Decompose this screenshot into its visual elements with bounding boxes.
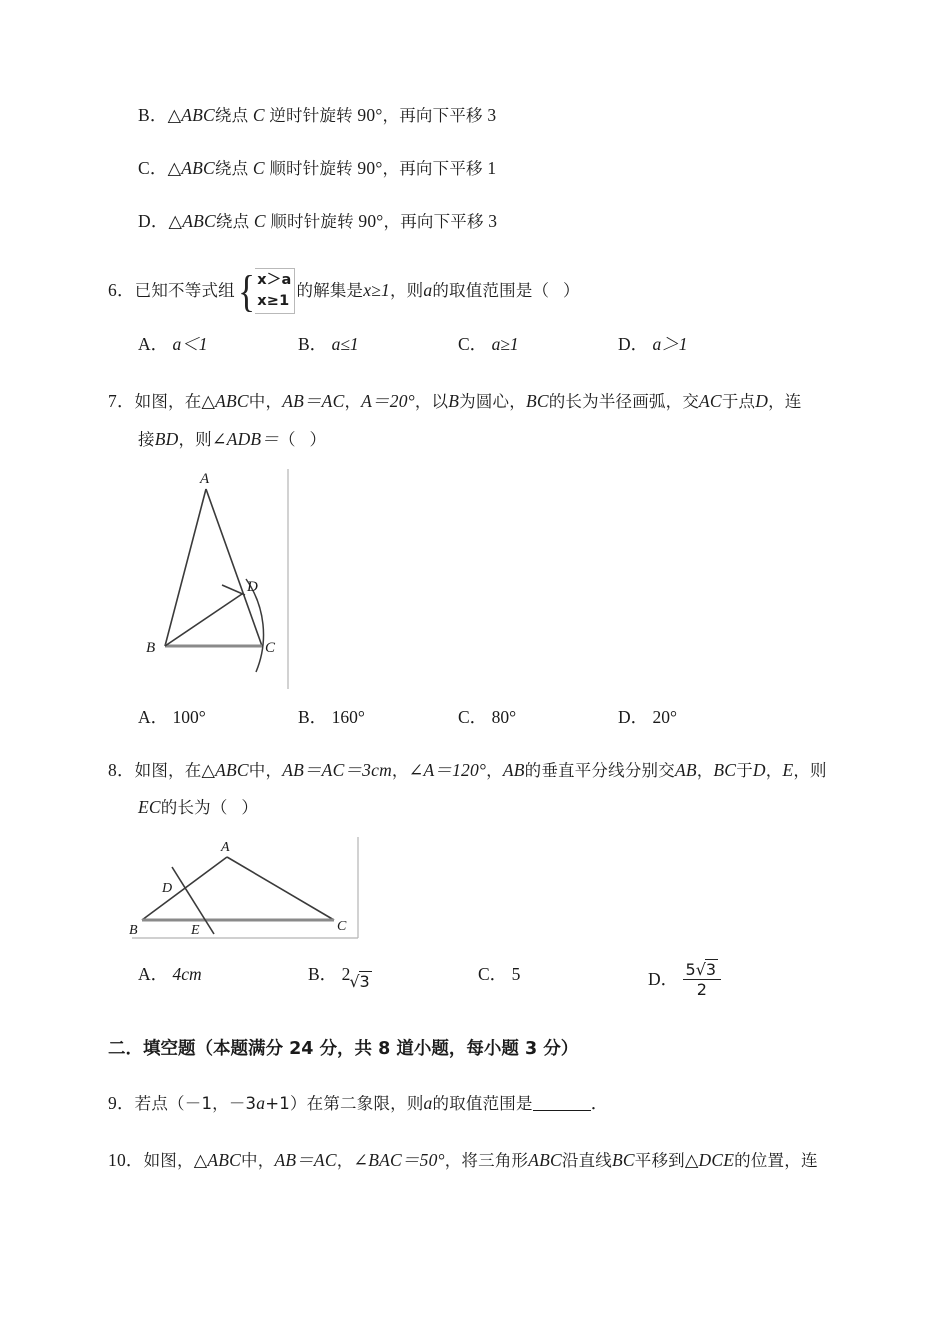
- q6-option-c-letter: C．: [458, 334, 488, 355]
- q7-segment-ac: AC: [699, 391, 722, 412]
- q8-label-d: D: [162, 880, 173, 896]
- q8-options: [108, 961, 868, 1001]
- q7-abc: ABC: [215, 391, 249, 412]
- q5-option-b-abc: ABC: [181, 105, 215, 125]
- q8-equation-sides: AB＝AC＝3: [282, 759, 372, 780]
- q7-number: 7．: [108, 391, 135, 412]
- q5-option-d-triangle-symbol: △: [168, 211, 183, 232]
- q7-option-c-value: 80°: [491, 706, 517, 727]
- q5-option-c-tail-text: ，再向下平移: [382, 159, 483, 179]
- q8-label-e: E: [191, 922, 200, 938]
- q7-option-c: [458, 704, 618, 729]
- q5-option-b-value: 3: [487, 105, 497, 125]
- q10-angle-bac: ∠BAC＝50°: [353, 1150, 445, 1171]
- q8-text-1: 如图，在: [134, 760, 202, 780]
- q8-point-e: E: [782, 759, 794, 780]
- q8-segment-bc: BC: [713, 759, 737, 780]
- q7-segment-bc: BC: [525, 391, 549, 412]
- q8-text-9: ，则: [793, 760, 827, 780]
- page-content: [108, 96, 868, 1174]
- question-9: [108, 1090, 868, 1117]
- q6-options: [108, 331, 868, 356]
- q8-diagram: [126, 835, 376, 945]
- q8-text-10: 的长为（: [160, 797, 228, 817]
- q10-text-1: 如图，: [143, 1151, 194, 1171]
- q8-segment-ab-2: AB: [674, 759, 697, 780]
- q9-period: ．: [590, 1092, 609, 1113]
- q5-option-b-tail-text: ，再向下平移: [382, 106, 483, 125]
- q6-close-paren: ）: [562, 281, 580, 301]
- q7-text-7: 于点: [721, 392, 756, 412]
- q7-angle-adb: ∠ADB＝: [211, 428, 280, 449]
- question-7: [108, 388, 868, 728]
- inequality-row-2: x≥1: [257, 293, 290, 310]
- q5-option-c-triangle-symbol: △: [167, 158, 182, 179]
- q10-equation-ab-ac: AB＝AC: [274, 1150, 337, 1171]
- q7-text-4: ，以: [414, 392, 449, 412]
- q8-option-d: [648, 961, 818, 1001]
- q8-segment-ab: AB: [502, 759, 525, 780]
- q8-option-b: [308, 961, 478, 991]
- q8-stem-line2: [108, 794, 868, 821]
- inequality-rows: [255, 268, 295, 314]
- inequality-system: [236, 268, 296, 314]
- q10-dce: DCE: [698, 1150, 735, 1171]
- q5-option-b-letter: B．: [138, 105, 168, 125]
- q7-side-ac: [206, 489, 262, 646]
- q8-option-d-fraction: [683, 959, 722, 999]
- q6-option-a-value: a＜1: [172, 334, 208, 355]
- q8-text-7: 于: [736, 760, 753, 780]
- q7-option-b: [298, 704, 458, 729]
- q9-text-2: +1）在第二象限，则: [265, 1093, 424, 1113]
- q5-option-b: [108, 102, 868, 129]
- q7-text-3: ，: [344, 392, 362, 412]
- q8-option-d-radical: √3: [695, 959, 717, 979]
- q8-triangle-symbol: △: [201, 759, 216, 780]
- q7-angle-a: A＝20°: [361, 391, 415, 412]
- q8-figure: [108, 835, 868, 945]
- q8-side-ac: [227, 857, 334, 920]
- question-6: [108, 266, 868, 356]
- q8-label-a: A: [221, 839, 230, 855]
- q7-option-a-letter: A．: [138, 706, 169, 727]
- q8-option-c-letter: C．: [478, 963, 508, 984]
- q6-option-c-value: a≥1: [491, 334, 519, 355]
- q7-label-b: B: [146, 639, 156, 656]
- q9-answer-blank[interactable]: [533, 1096, 591, 1111]
- q8-option-a-letter: A．: [138, 963, 169, 984]
- q7-text-10: ，则: [178, 429, 212, 449]
- q8-number: 8．: [108, 759, 135, 780]
- q7-option-b-letter: B．: [298, 706, 328, 727]
- q10-abc: ABC: [207, 1150, 242, 1171]
- q6-option-b-letter: B．: [298, 334, 328, 355]
- q7-figure: [108, 467, 868, 692]
- q7-option-d-value: 20°: [652, 706, 678, 727]
- q5-option-d-tail-text: ，再向下平移: [383, 212, 484, 232]
- q5-option-b-pre-text: 绕点: [214, 106, 249, 125]
- q6-tail-text: ，则: [389, 281, 424, 301]
- q7-triangle-symbol: △: [201, 391, 216, 412]
- q8-side-ab: [142, 857, 227, 920]
- q5-option-d-pre-text: 绕点: [215, 212, 250, 232]
- q5-option-c-mid-text: 顺时针旋转: [269, 159, 353, 179]
- q8-option-a: [138, 961, 308, 986]
- q7-option-d: [618, 704, 778, 729]
- q8-text-3: ，: [391, 760, 409, 780]
- q10-number: 10．: [108, 1150, 144, 1171]
- q8-segment-ec: EC: [138, 796, 161, 817]
- q7-equation-ab-ac: AB＝AC: [282, 391, 345, 412]
- q10-segment-bc: BC: [612, 1150, 635, 1171]
- q5-option-d-value: 3: [488, 211, 498, 232]
- q6-number: 6．: [108, 280, 135, 301]
- q6-option-d-letter: D．: [618, 334, 649, 355]
- q7-text-6: 的长为半径画弧，交: [548, 392, 700, 412]
- q7-option-d-letter: D．: [618, 706, 649, 727]
- q8-point-d: D: [752, 759, 766, 780]
- q7-text-2: 中，: [248, 392, 283, 412]
- q7-stem-line1: [108, 388, 868, 415]
- q8-option-d-radicand: 3: [705, 959, 717, 979]
- q8-abc: ABC: [215, 759, 249, 780]
- q9-variable-2: a: [423, 1092, 433, 1113]
- q5-option-c-pre-text: 绕点: [214, 159, 249, 179]
- q8-angle-a: ∠A＝120°: [408, 759, 487, 780]
- q7-diagram: [126, 467, 326, 692]
- q10-text-5: 沿直线: [561, 1151, 612, 1171]
- q5-option-c-value: 1: [487, 158, 497, 179]
- q5-option-c: [108, 155, 868, 182]
- q5-option-c-abc: ABC: [181, 158, 215, 179]
- q6-option-b-value: a≤1: [331, 334, 359, 355]
- q7-text-9: 接: [138, 429, 155, 449]
- q8-label-c: C: [337, 918, 347, 934]
- q8-option-b-letter: B．: [308, 963, 338, 984]
- q8-text-6: ，: [696, 760, 714, 780]
- q10-triangle-symbol: △: [193, 1150, 208, 1171]
- q7-text-8: ，连: [768, 392, 802, 412]
- q6-variable: a: [423, 280, 433, 301]
- q6-option-b: [298, 331, 458, 356]
- q6-lead-text: 已知不等式组: [134, 281, 235, 301]
- q6-mid-text: 的解集是: [296, 281, 364, 301]
- q5-option-c-angle: 90°: [357, 158, 383, 179]
- q5-option-d-mid-text: 顺时针旋转: [270, 212, 354, 232]
- q7-open-paren: （: [279, 429, 296, 449]
- question-10: [108, 1147, 868, 1174]
- q7-text-5: 为圆心，: [459, 392, 526, 412]
- q10-text-6: 平移到: [634, 1151, 685, 1171]
- q7-close-paren: ）: [309, 429, 327, 449]
- q7-label-c: C: [265, 639, 276, 656]
- q6-option-a: [138, 331, 298, 356]
- q7-option-a-value: 100°: [172, 706, 206, 727]
- q8-option-a-value: 4cm: [172, 963, 202, 984]
- q5-option-c-point-c: C: [252, 158, 265, 179]
- q7-point-d: D: [755, 391, 769, 412]
- q5-option-b-point-c: C: [252, 105, 265, 125]
- q5-option-d-abc: ABC: [182, 211, 216, 232]
- q6-option-c: [458, 331, 618, 356]
- q10-text-7: 的位置，连: [734, 1151, 818, 1171]
- q8-text-8: ，: [765, 760, 783, 780]
- q7-option-c-letter: C．: [458, 706, 488, 727]
- brace-icon: {: [237, 266, 256, 316]
- q7-option-a: [138, 704, 298, 729]
- q8-label-b: B: [129, 922, 138, 938]
- q9-number: 9．: [108, 1092, 135, 1113]
- q8-stem-line1: [108, 757, 868, 784]
- q7-text-1: 如图，在: [134, 392, 202, 412]
- q8-option-d-num-coefficient: 5: [685, 959, 696, 979]
- q9-variable-1: a: [256, 1092, 266, 1113]
- q8-option-b-radicand: 3: [359, 971, 370, 991]
- section-2-heading: 二．填空题（本题满分 24 分，共 8 道小题，每小题 3 分）: [108, 1038, 579, 1059]
- q7-options: [108, 704, 868, 729]
- q8-text-5: 的垂直平分线分别交: [524, 760, 675, 780]
- q8-text-2: 中，: [248, 760, 283, 780]
- q5-option-b-angle: 90°: [357, 105, 383, 125]
- q8-unit: cm: [371, 759, 392, 780]
- q6-solution: x≥1: [363, 280, 390, 301]
- q5-option-c-letter: C．: [138, 158, 168, 179]
- q6-option-a-letter: A．: [138, 334, 169, 355]
- q8-option-b-radical: √3: [349, 971, 370, 991]
- q8-text-4: ，: [486, 760, 503, 780]
- q5-option-d-point-c: C: [253, 211, 266, 232]
- q8-option-d-letter: D．: [648, 968, 679, 989]
- q5-option-d-letter: D．: [138, 211, 169, 232]
- q7-stem-line2: [108, 426, 868, 453]
- q7-option-b-value: 160°: [331, 706, 365, 727]
- q7-label-a: A: [200, 470, 210, 487]
- q6-tail2-text: 的取值范围是（: [432, 281, 550, 301]
- q10-text-2: 中，: [241, 1151, 275, 1171]
- q10-triangle-symbol-2: △: [684, 1150, 699, 1171]
- q9-text-1: 若点（－1，－3: [134, 1093, 257, 1113]
- q8-option-d-numerator: [683, 959, 722, 979]
- q10-text-3: ，: [336, 1151, 354, 1171]
- q8-option-b-coefficient: 2: [341, 963, 351, 984]
- q6-stem: [108, 266, 868, 316]
- q8-close-paren: ）: [241, 797, 259, 817]
- q5-option-d-angle: 90°: [358, 211, 384, 232]
- q7-point-b: B: [448, 391, 460, 412]
- q8-option-d-denominator: 2: [696, 979, 707, 999]
- q5-option-b-mid-text: 逆时针旋转: [269, 106, 353, 125]
- q7-label-d: D: [247, 578, 258, 595]
- q5-option-b-triangle-symbol: △: [167, 105, 182, 125]
- q8-option-c-value: 5: [511, 963, 521, 984]
- question-8: [108, 757, 868, 1001]
- inequality-row-1: x＞a: [257, 272, 292, 289]
- q10-abc-2: ABC: [528, 1150, 562, 1171]
- q6-option-d-value: a＞1: [652, 334, 688, 355]
- q8-option-c: [478, 961, 648, 986]
- q5-option-d: [108, 208, 868, 235]
- q7-segment-bd: BD: [154, 428, 179, 449]
- q9-text-3: 的取值范围是: [432, 1093, 533, 1113]
- q6-option-d: [618, 331, 778, 356]
- q10-text-4: ，将三角形: [444, 1151, 529, 1171]
